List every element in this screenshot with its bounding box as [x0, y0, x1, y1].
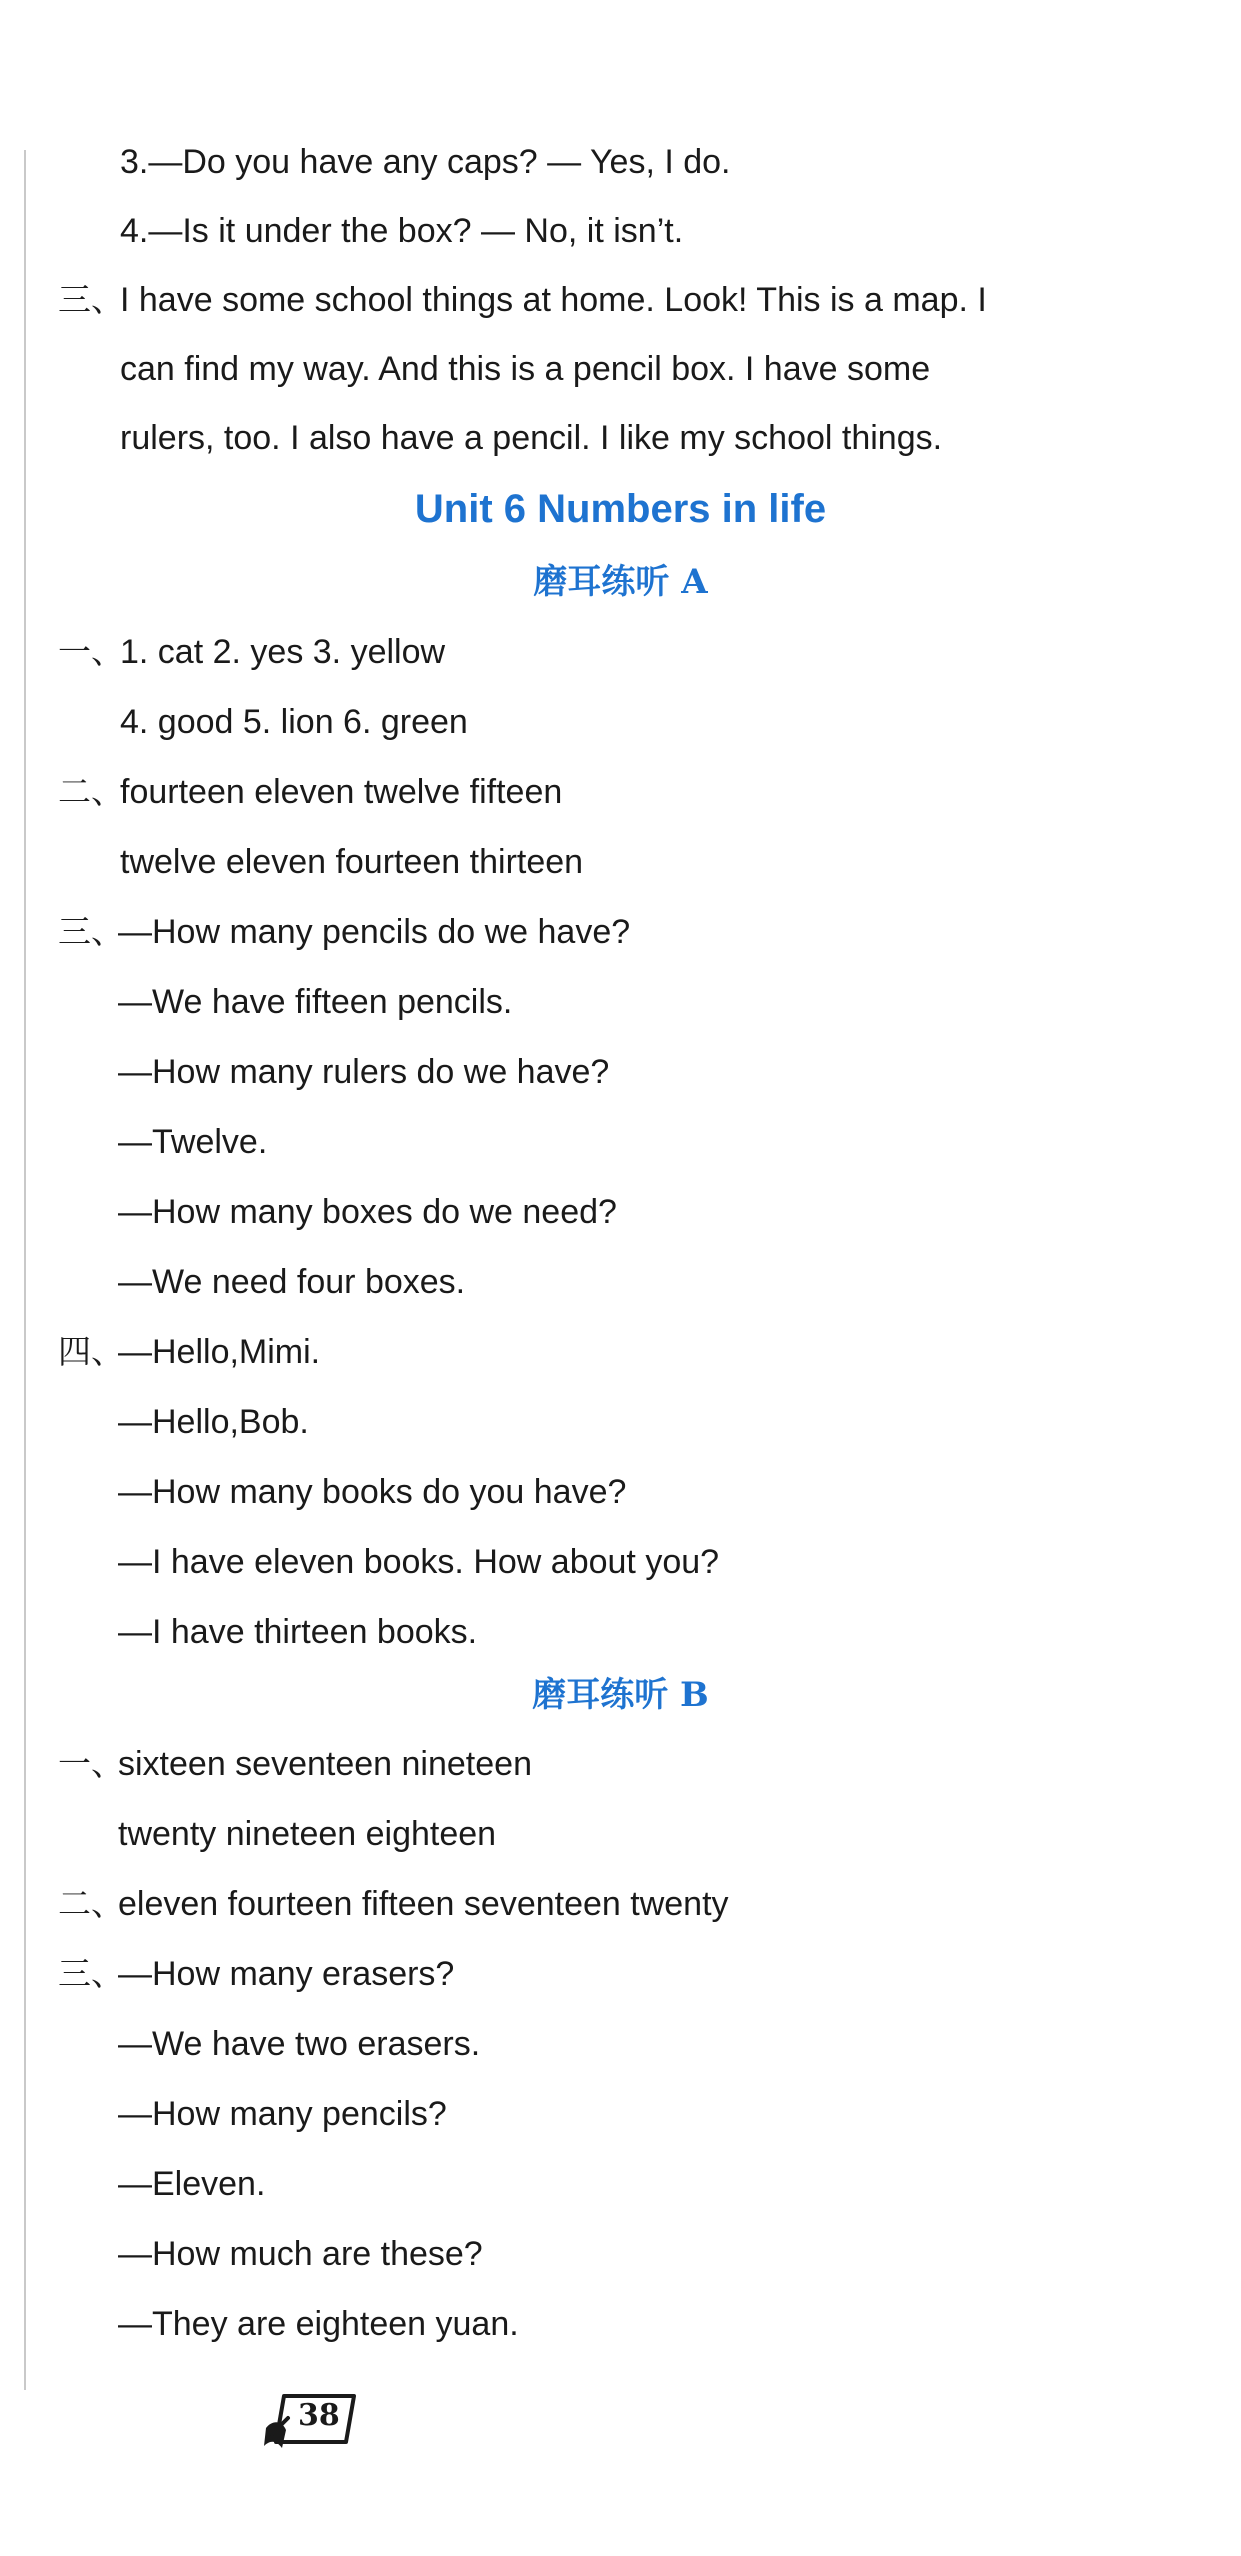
section-b-san-line: —We have two erasers.: [118, 2025, 481, 2063]
section-a-yi-line-2: 4. good 5. lion 6. green: [120, 703, 468, 741]
section-a-san-line: —How many boxes do we need?: [118, 1193, 617, 1231]
section-a-san-line: —How many rulers do we have?: [118, 1053, 610, 1091]
section-b-san-line: —How much are these?: [118, 2235, 483, 2273]
section-b-san-line: —How many erasers?: [118, 1955, 455, 1993]
unit-title: Unit 6 Numbers in life: [414, 487, 827, 531]
section-b-er-line-1: eleven fourteen fifteen seventeen twenty: [118, 1885, 729, 1923]
section-b-yi-line-1: sixteen seventeen nineteen: [118, 1745, 532, 1783]
section-a-si-line: —Hello,Bob.: [118, 1403, 309, 1441]
section-a-title: 磨耳练听 A: [533, 562, 708, 602]
section-a-marker-si: 四、: [58, 1332, 124, 1371]
section-a-yi-line-1: 1. cat 2. yes 3. yellow: [120, 633, 446, 671]
paragraph-line-2: can find my way. And this is a pencil box. I have some: [120, 350, 931, 388]
section-b-title: 磨耳练听 B: [532, 1675, 709, 1715]
section-a-er-line-2: twelve eleven fourteen thirteen: [120, 843, 584, 881]
page-number-badge: [262, 2390, 362, 2452]
section-b-san-line: —They are eighteen yuan.: [118, 2305, 519, 2343]
section-b-yi-line-2: twenty nineteen eighteen: [118, 1815, 497, 1853]
section-a-si-line: —I have eleven books. How about you?: [118, 1543, 720, 1581]
section-a-san-line: —We need four boxes.: [118, 1263, 466, 1301]
section-a-si-line: —I have thirteen books.: [118, 1613, 478, 1651]
section-marker-san: 三、: [58, 280, 124, 319]
section-a-er-line-1: fourteen eleven twelve fifteen: [120, 773, 563, 811]
paragraph-line-1: I have some school things at home. Look! This is a map. I: [120, 281, 987, 319]
section-a-si-line: —How many books do you have?: [118, 1473, 627, 1511]
section-b-marker-yi: 一、: [58, 1744, 124, 1783]
section-b-marker-san: 三、: [58, 1954, 124, 1993]
section-a-san-line: —How many pencils do we have?: [118, 913, 631, 951]
section-a-marker-yi: 一、: [58, 632, 124, 671]
paragraph-line-3: rulers, too. I also have a pencil. I like my school things.: [120, 419, 943, 457]
section-b-marker-er: 二、: [58, 1884, 124, 1923]
page-number: 38: [298, 2398, 340, 2433]
section-a-san-line: —Twelve.: [118, 1123, 268, 1161]
section-b-san-line: —Eleven.: [118, 2165, 266, 2203]
section-b-san-line: —How many pencils?: [118, 2095, 447, 2133]
answer-line-3: 3.—Do you have any caps? — Yes, I do.: [120, 143, 731, 181]
section-a-si-line: —Hello,Mimi.: [118, 1333, 321, 1371]
answer-line-4: 4.—Is it under the box? — No, it isn’t.: [120, 212, 684, 250]
section-a-marker-san: 三、: [58, 912, 124, 951]
section-a-marker-er: 二、: [58, 772, 124, 811]
section-a-san-line: —We have fifteen pencils.: [118, 983, 513, 1021]
